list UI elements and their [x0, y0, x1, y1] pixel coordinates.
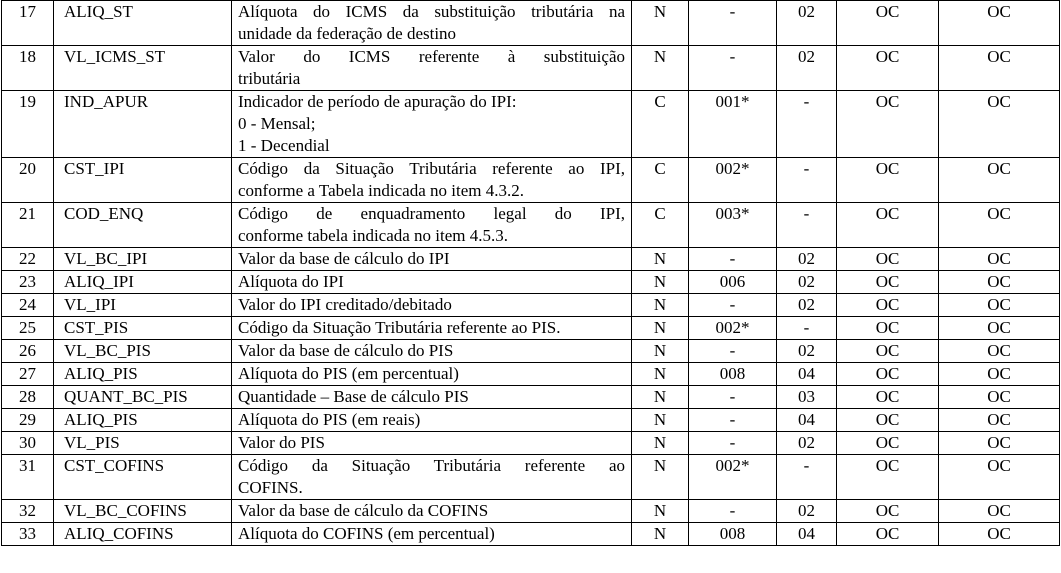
description-cell: [232, 455, 632, 500]
entrada-obrigatoriedade-cell: OC: [837, 455, 939, 500]
type-cell: C: [632, 158, 689, 203]
size-cell: 008: [689, 523, 777, 546]
row-number-cell: 31: [2, 455, 54, 500]
description-line: COFINS.: [238, 478, 303, 497]
entrada-obrigatoriedade-cell: OC: [837, 158, 939, 203]
table-row: [2, 386, 1060, 409]
field-name-cell: CST_COFINS: [54, 455, 232, 500]
description-cell: [232, 203, 632, 248]
entrada-obrigatoriedade-cell: OC: [837, 1, 939, 46]
description-line: Alíquota do IPI: [238, 272, 344, 291]
field-name-cell: VL_ICMS_ST: [54, 46, 232, 91]
table-row: [2, 409, 1060, 432]
description-cell: [232, 523, 632, 546]
row-number-cell: 27: [2, 363, 54, 386]
row-number-cell: 26: [2, 340, 54, 363]
table-row: [2, 340, 1060, 363]
decimal-cell: 03: [777, 386, 837, 409]
description-cell: [232, 1, 632, 46]
field-name-cell: ALIQ_PIS: [54, 409, 232, 432]
description-line: Valor da base de cálculo da COFINS: [238, 501, 489, 520]
size-cell: -: [689, 46, 777, 91]
description-line: Código da Situação Tributária referente ao PIS.: [238, 318, 561, 337]
table-body: [2, 1, 1060, 546]
field-name-cell: ALIQ_PIS: [54, 363, 232, 386]
type-cell: N: [632, 409, 689, 432]
entrada-obrigatoriedade-cell: OC: [837, 91, 939, 158]
row-number-cell: 21: [2, 203, 54, 248]
entrada-obrigatoriedade-cell: OC: [837, 409, 939, 432]
decimal-cell: 02: [777, 1, 837, 46]
saida-obrigatoriedade-cell: OC: [939, 386, 1060, 409]
decimal-cell: 02: [777, 340, 837, 363]
field-name-cell: VL_BC_IPI: [54, 248, 232, 271]
saida-obrigatoriedade-cell: OC: [939, 409, 1060, 432]
size-cell: 002*: [689, 317, 777, 340]
table-row: [2, 248, 1060, 271]
table-row: [2, 317, 1060, 340]
description-cell: [232, 363, 632, 386]
decimal-cell: 02: [777, 271, 837, 294]
field-spec-table: [1, 0, 1060, 546]
table-row: [2, 203, 1060, 248]
row-number-cell: 28: [2, 386, 54, 409]
saida-obrigatoriedade-cell: OC: [939, 248, 1060, 271]
row-number-cell: 19: [2, 91, 54, 158]
description-cell: [232, 386, 632, 409]
type-cell: N: [632, 432, 689, 455]
description-cell: [232, 294, 632, 317]
field-name-cell: VL_IPI: [54, 294, 232, 317]
saida-obrigatoriedade-cell: OC: [939, 500, 1060, 523]
size-cell: -: [689, 340, 777, 363]
row-number-cell: 33: [2, 523, 54, 546]
entrada-obrigatoriedade-cell: OC: [837, 500, 939, 523]
entrada-obrigatoriedade-cell: OC: [837, 432, 939, 455]
saida-obrigatoriedade-cell: OC: [939, 523, 1060, 546]
description-line: Valor da base de cálculo do IPI: [238, 249, 450, 268]
field-name-cell: CST_PIS: [54, 317, 232, 340]
description-line: Código de enquadramento legal do IPI,: [238, 204, 625, 223]
size-cell: 006: [689, 271, 777, 294]
description-cell: [232, 91, 632, 158]
entrada-obrigatoriedade-cell: OC: [837, 248, 939, 271]
row-number-cell: 20: [2, 158, 54, 203]
description-line: tributária: [238, 69, 301, 88]
table-row: [2, 294, 1060, 317]
entrada-obrigatoriedade-cell: OC: [837, 203, 939, 248]
field-name-cell: VL_BC_COFINS: [54, 500, 232, 523]
decimal-cell: -: [777, 203, 837, 248]
entrada-obrigatoriedade-cell: OC: [837, 317, 939, 340]
type-cell: N: [632, 46, 689, 91]
type-cell: N: [632, 500, 689, 523]
table-row: [2, 363, 1060, 386]
type-cell: N: [632, 523, 689, 546]
table-row: [2, 91, 1060, 158]
entrada-obrigatoriedade-cell: OC: [837, 46, 939, 91]
saida-obrigatoriedade-cell: OC: [939, 363, 1060, 386]
row-number-cell: 23: [2, 271, 54, 294]
saida-obrigatoriedade-cell: OC: [939, 91, 1060, 158]
saida-obrigatoriedade-cell: OC: [939, 317, 1060, 340]
type-cell: N: [632, 386, 689, 409]
description-cell: [232, 317, 632, 340]
description-line: Alíquota do PIS (em percentual): [238, 364, 459, 383]
description-cell: [232, 409, 632, 432]
row-number-cell: 30: [2, 432, 54, 455]
size-cell: 003*: [689, 203, 777, 248]
type-cell: N: [632, 271, 689, 294]
description-line: Código da Situação Tributária referente ao: [238, 456, 625, 475]
type-cell: C: [632, 91, 689, 158]
decimal-cell: 02: [777, 46, 837, 91]
type-cell: N: [632, 1, 689, 46]
description-line: Código da Situação Tributária referente ao IPI,: [238, 159, 625, 178]
description-line: Alíquota do PIS (em reais): [238, 410, 421, 429]
description-line: Alíquota do COFINS (em percentual): [238, 524, 495, 543]
size-cell: 002*: [689, 455, 777, 500]
type-cell: N: [632, 340, 689, 363]
saida-obrigatoriedade-cell: OC: [939, 340, 1060, 363]
decimal-cell: 02: [777, 294, 837, 317]
description-line: 1 - Decendial: [238, 136, 330, 155]
type-cell: N: [632, 363, 689, 386]
saida-obrigatoriedade-cell: OC: [939, 271, 1060, 294]
entrada-obrigatoriedade-cell: OC: [837, 363, 939, 386]
row-number-cell: 32: [2, 500, 54, 523]
saida-obrigatoriedade-cell: OC: [939, 455, 1060, 500]
row-number-cell: 25: [2, 317, 54, 340]
description-line: Valor da base de cálculo do PIS: [238, 341, 454, 360]
description-cell: [232, 248, 632, 271]
field-name-cell: VL_BC_PIS: [54, 340, 232, 363]
table-row: [2, 46, 1060, 91]
size-cell: -: [689, 386, 777, 409]
field-name-cell: ALIQ_IPI: [54, 271, 232, 294]
type-cell: N: [632, 248, 689, 271]
field-name-cell: QUANT_BC_PIS: [54, 386, 232, 409]
saida-obrigatoriedade-cell: OC: [939, 1, 1060, 46]
description-cell: [232, 158, 632, 203]
size-cell: 002*: [689, 158, 777, 203]
field-name-cell: ALIQ_COFINS: [54, 523, 232, 546]
decimal-cell: 02: [777, 432, 837, 455]
description-line: conforme a Tabela indicada no item 4.3.2.: [238, 181, 524, 200]
saida-obrigatoriedade-cell: OC: [939, 294, 1060, 317]
decimal-cell: 02: [777, 500, 837, 523]
entrada-obrigatoriedade-cell: OC: [837, 271, 939, 294]
type-cell: C: [632, 203, 689, 248]
description-line: conforme tabela indicada no item 4.5.3.: [238, 226, 509, 245]
table-row: [2, 271, 1060, 294]
saida-obrigatoriedade-cell: OC: [939, 158, 1060, 203]
entrada-obrigatoriedade-cell: OC: [837, 294, 939, 317]
size-cell: -: [689, 432, 777, 455]
size-cell: -: [689, 1, 777, 46]
size-cell: 008: [689, 363, 777, 386]
field-name-cell: ALIQ_ST: [54, 1, 232, 46]
description-line: Valor do ICMS referente à substituição: [238, 47, 625, 66]
row-number-cell: 18: [2, 46, 54, 91]
row-number-cell: 22: [2, 248, 54, 271]
table-row: [2, 158, 1060, 203]
row-number-cell: 17: [2, 1, 54, 46]
field-name-cell: CST_IPI: [54, 158, 232, 203]
table-row: [2, 432, 1060, 455]
table-row: [2, 523, 1060, 546]
decimal-cell: -: [777, 91, 837, 158]
entrada-obrigatoriedade-cell: OC: [837, 523, 939, 546]
description-line: Quantidade – Base de cálculo PIS: [238, 387, 469, 406]
entrada-obrigatoriedade-cell: OC: [837, 340, 939, 363]
decimal-cell: -: [777, 317, 837, 340]
description-cell: [232, 271, 632, 294]
saida-obrigatoriedade-cell: OC: [939, 203, 1060, 248]
description-line: Valor do PIS: [238, 433, 325, 452]
table-row: [2, 500, 1060, 523]
description-line: Alíquota do ICMS da substituição tributária na: [238, 2, 625, 21]
entrada-obrigatoriedade-cell: OC: [837, 386, 939, 409]
row-number-cell: 24: [2, 294, 54, 317]
field-name-cell: IND_APUR: [54, 91, 232, 158]
description-cell: [232, 500, 632, 523]
decimal-cell: -: [777, 455, 837, 500]
description-cell: [232, 432, 632, 455]
decimal-cell: 04: [777, 409, 837, 432]
field-name-cell: COD_ENQ: [54, 203, 232, 248]
size-cell: -: [689, 409, 777, 432]
description-line: unidade da federação de destino: [238, 24, 457, 43]
decimal-cell: 04: [777, 363, 837, 386]
size-cell: -: [689, 294, 777, 317]
size-cell: -: [689, 500, 777, 523]
description-cell: [232, 340, 632, 363]
saida-obrigatoriedade-cell: OC: [939, 432, 1060, 455]
field-name-cell: VL_PIS: [54, 432, 232, 455]
table-row: [2, 455, 1060, 500]
decimal-cell: -: [777, 158, 837, 203]
description-cell: [232, 46, 632, 91]
row-number-cell: 29: [2, 409, 54, 432]
saida-obrigatoriedade-cell: OC: [939, 46, 1060, 91]
description-line: Valor do IPI creditado/debitado: [238, 295, 452, 314]
description-line: Indicador de período de apuração do IPI:: [238, 92, 517, 111]
decimal-cell: 04: [777, 523, 837, 546]
size-cell: -: [689, 248, 777, 271]
type-cell: N: [632, 294, 689, 317]
table-row: [2, 1, 1060, 46]
type-cell: N: [632, 317, 689, 340]
size-cell: 001*: [689, 91, 777, 158]
type-cell: N: [632, 455, 689, 500]
description-line: 0 - Mensal;: [238, 114, 316, 133]
decimal-cell: 02: [777, 248, 837, 271]
